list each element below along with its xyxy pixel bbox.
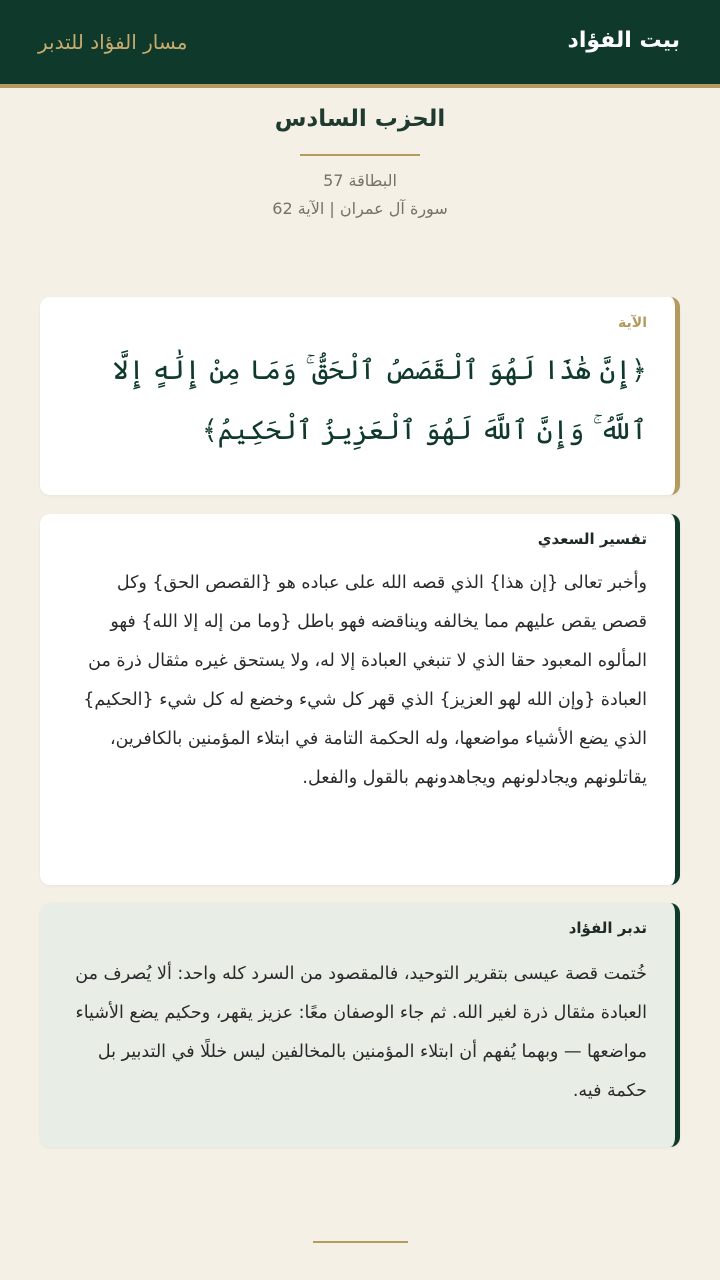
tadabbur-path-link[interactable]: مسار الفؤاد للتدبر xyxy=(38,30,188,54)
ayah-text: ﴿إِنَّ هَٰذَا لَهُوَ ٱلْقَصَصُ ٱلْحَقُّ ۚ وَمَا مِنْ إِلَٰهٍ إِلَّا ٱللَّهُ ۚ وَإِنَّ ٱللَّهَ لَهُوَ ٱلْعَزِيزُ ٱلْحَكِيمُ﴾ xyxy=(112,355,647,446)
brand-logo[interactable]: بيت الفؤاد xyxy=(567,28,680,53)
card-number: البطاقة 57 xyxy=(323,171,397,190)
bottom-divider xyxy=(313,1241,408,1243)
tafsir-text: وأخبر تعالى {إن هذا} الذي قصه الله على عباده هو {القصص الحق} وكل قصص يقص عليهم مما يخالفه ويناقضه فهو باطل {وما من إله إلا الله} فهو المألوه المعبود حقا الذي لا تنبغي العبادة إلا له، ولا يستحق غيره مثقال ذرة من العبادة {وإن الله لهو العزيز} الذي قهر كل شيء وخضع له كل شيء {الحكيم} الذي يضع الأشياء مواضعها، وله الحكمة التامة في ابتلاء المؤمنين بالكافرين، يقاتلونهم ويجادلونهم ويجاهدونهم بالقول والفعل. xyxy=(83,573,647,788)
tadabbur-card xyxy=(40,903,680,1147)
surah-reference: سورة آل عمران | الآية 62 xyxy=(272,199,448,218)
tadabbur-text: خُتمت قصة عيسى بتقرير التوحيد، فالمقصود من السرد كله واحد: ألا يُصرف من العبادة مثقال ذرة لغير الله. ثم جاء الوصفان معًا: عزيز يقهر، وحكيم يضع الأشياء مواضعها — وبهما يُفهم أن ابتلاء المؤمنين بالمخالفين ليس خللًا في التدبير بل حكمة فيه. xyxy=(75,964,647,1101)
top-bar xyxy=(0,0,720,88)
tadabbur-label: تدبر الفؤاد xyxy=(568,919,647,937)
ayah-card xyxy=(40,297,680,495)
tafsir-card xyxy=(40,514,680,885)
ayah-label: الآية xyxy=(618,315,647,331)
tafsir-label: تفسير السعدي xyxy=(537,530,647,548)
hizb-title: الحزب السادس xyxy=(274,106,446,132)
title-divider xyxy=(300,154,420,156)
